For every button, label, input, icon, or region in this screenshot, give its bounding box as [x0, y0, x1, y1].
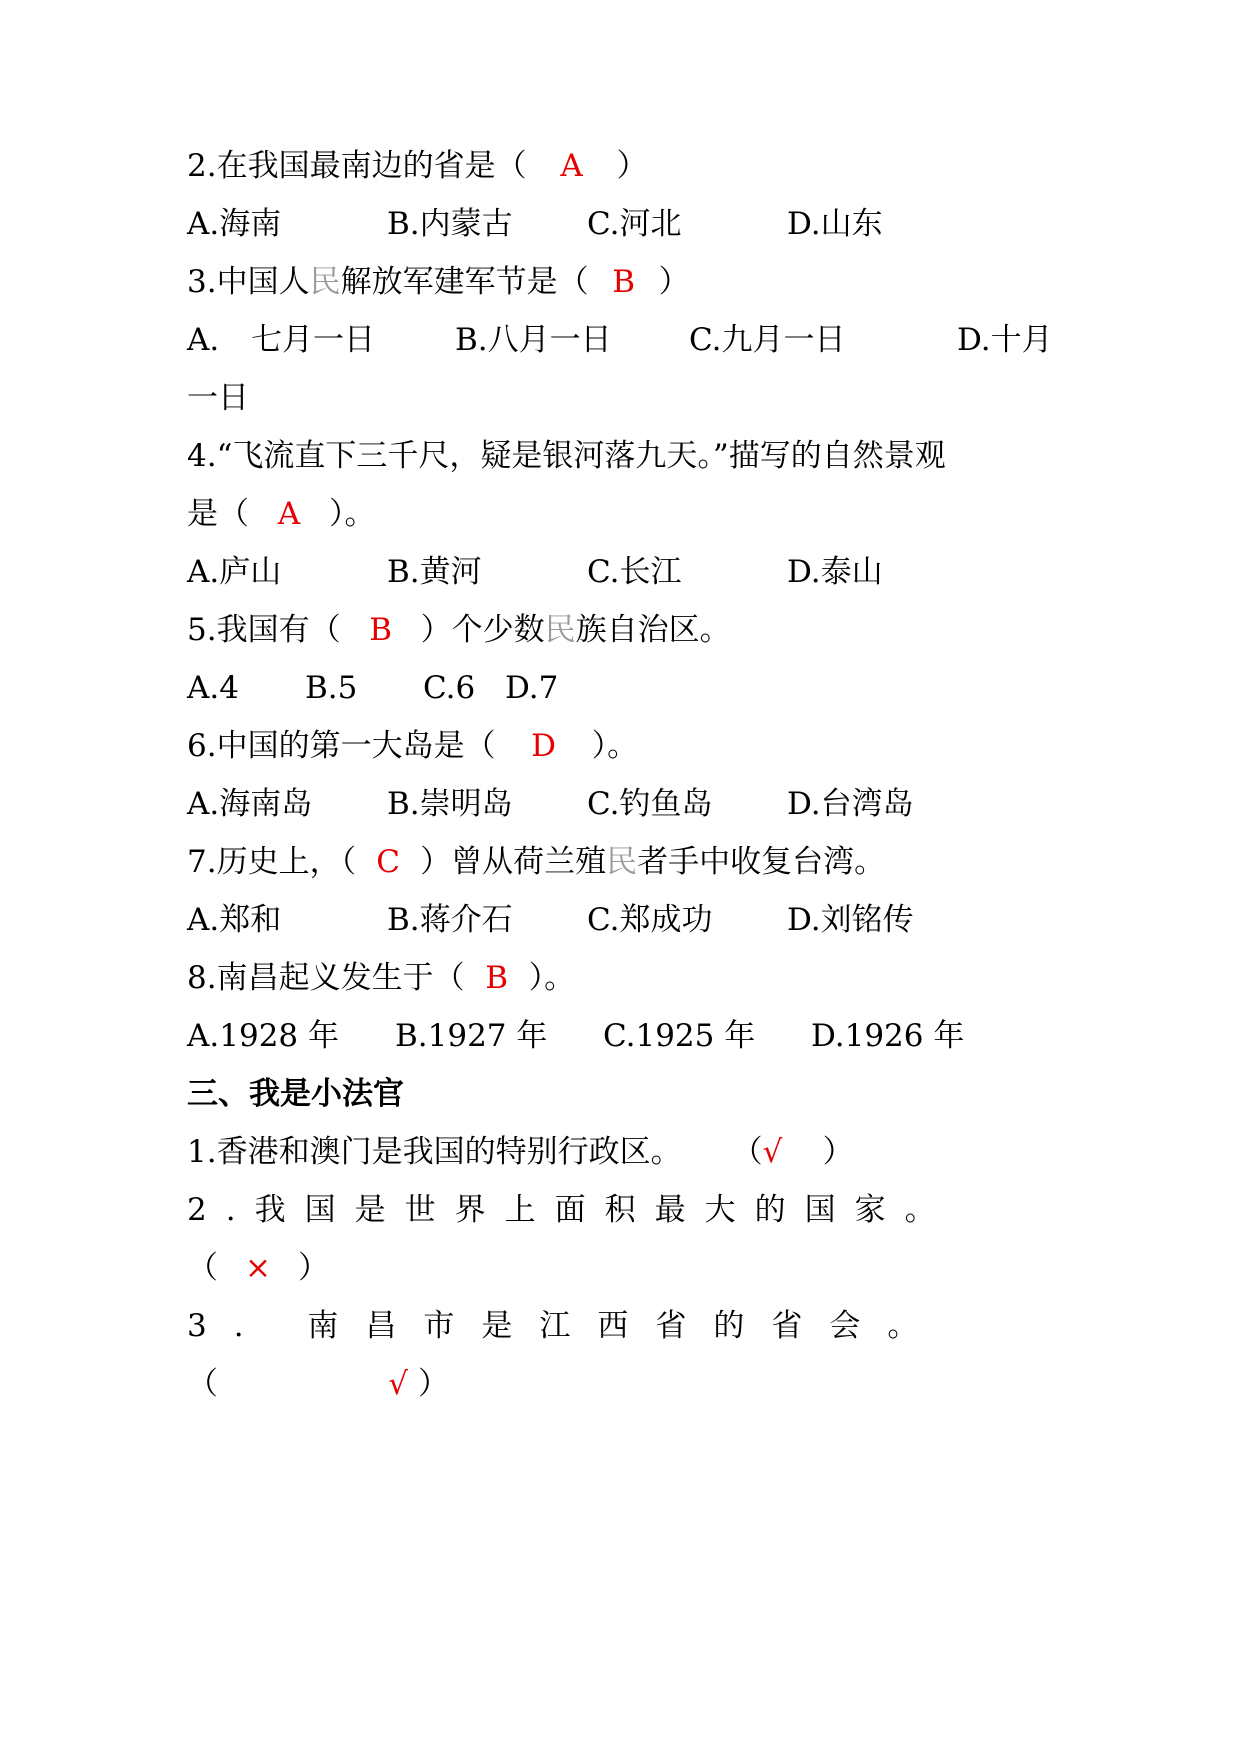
question-2-stem: 2.在我国最南边的省是（ A ）	[187, 148, 648, 184]
answer-mark: B	[485, 960, 508, 996]
judgment-2-answer: （ × ）	[187, 1250, 329, 1286]
question-7-options	[187, 900, 1087, 940]
option-b: B.蒋介石	[387, 902, 513, 938]
question-2-options	[187, 204, 1087, 244]
answer-mark: A	[560, 148, 583, 184]
answer-mark: √	[762, 1134, 783, 1170]
option-b: B.黄河	[387, 554, 482, 590]
question-4-options	[187, 552, 1087, 592]
option-a: A.郑和	[187, 902, 282, 938]
option-b: B.1927 年	[395, 1018, 548, 1054]
question-8-stem: 8.南昌起义发生于（ B ）。	[187, 960, 576, 996]
option-d: D.刘铭传	[787, 902, 914, 938]
answer-mark: √	[388, 1366, 408, 1402]
question-5-stem: 5.我国有（ B ）个少数民族自治区。	[187, 612, 731, 648]
question-3-wrap: 一日	[187, 380, 249, 416]
option-d: D.台湾岛	[787, 786, 914, 822]
option-a-text: 七月一日	[251, 322, 375, 358]
option-a: A.4	[187, 670, 239, 706]
answer-mark: B	[369, 612, 392, 648]
answer-mark: D	[531, 728, 556, 764]
option-d: D.山东	[787, 206, 883, 242]
option-d: D.泰山	[787, 554, 883, 590]
option-d: D.7	[505, 670, 559, 706]
question-3-options	[187, 320, 1087, 360]
question-4-stem-cont: 是（ A ）。	[187, 496, 376, 532]
option-b: B.5	[305, 670, 358, 706]
judgment-1: 1.香港和澳门是我国的特别行政区。 （√ ）	[187, 1134, 854, 1170]
judgment-2: 2.我国是世界上面积最大的国家。	[187, 1192, 955, 1228]
question-7-stem: 7.历史上，（ C ）曾从荷兰殖民者手中收复台湾。	[187, 844, 886, 880]
section-title: 三、我是小法官	[187, 1076, 404, 1112]
option-c: C.6	[423, 670, 476, 706]
option-d: D.1926 年	[811, 1018, 965, 1054]
option-c: C.九月一日	[689, 322, 846, 358]
answer-mark: A	[277, 496, 301, 532]
question-5-options	[187, 668, 1087, 708]
judgment-3: 3. 南昌市是江西省的省会。	[187, 1308, 946, 1344]
option-a: A.庐山	[187, 554, 282, 590]
option-c: C.河北	[587, 206, 682, 242]
option-c: C.1925 年	[603, 1018, 756, 1054]
option-a: A.1928 年	[187, 1018, 339, 1054]
question-4-stem: 4.“飞流直下三千尺，疑是银河落九天。”描写的自然景观	[187, 438, 946, 474]
question-6-options	[187, 784, 1087, 824]
option-b: B.内蒙古	[387, 206, 513, 242]
option-a: A.	[187, 322, 220, 358]
option-a: A.海南	[187, 206, 282, 242]
option-c: C.长江	[587, 554, 682, 590]
option-a: A.海南岛	[187, 786, 313, 822]
option-c: C.钓鱼岛	[587, 786, 713, 822]
question-8-options	[187, 1016, 1087, 1056]
option-d: D.十月	[957, 322, 1053, 358]
answer-mark: ×	[245, 1250, 271, 1286]
answer-mark: C	[376, 844, 400, 880]
answer-mark: B	[612, 264, 635, 300]
judgment-3-answer: （ √ ）	[187, 1366, 449, 1402]
option-c: C.郑成功	[587, 902, 713, 938]
question-6-stem: 6.中国的第一大岛是（ D ）。	[187, 728, 639, 764]
question-3-stem: 3.中国人民解放军建军节是（ B ）	[187, 264, 690, 300]
option-b: B.八月一日	[455, 322, 612, 358]
option-b: B.崇明岛	[387, 786, 513, 822]
